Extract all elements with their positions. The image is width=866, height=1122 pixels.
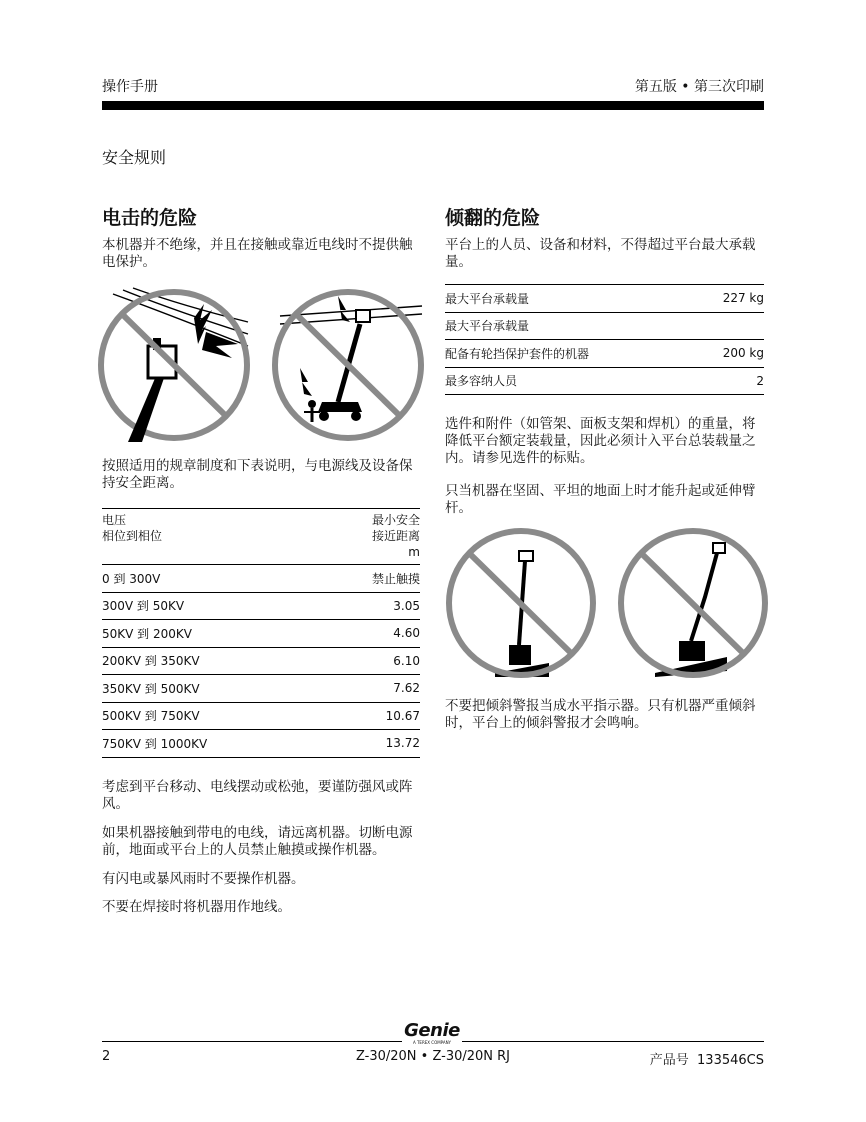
tilted-boom-prohibited-icon xyxy=(445,527,597,679)
min-distance: 10.67 xyxy=(320,702,420,730)
table-row xyxy=(102,730,420,758)
footer-rule-left xyxy=(102,1041,402,1042)
min-distance: 禁止触摸 xyxy=(320,565,420,593)
welding-ground-warning: 不要在焊接时将机器用作地线。 xyxy=(102,899,291,915)
firm-ground-note: 只当机器在坚固、平坦的地面上时才能升起或延伸臂杆。 xyxy=(445,483,756,516)
footer-rule-right xyxy=(462,1041,764,1042)
electrocution-title: 电击的危险 xyxy=(102,207,198,229)
product-number xyxy=(650,1049,764,1068)
model-name: Z-30/20N • Z-30/20N RJ xyxy=(355,1049,511,1064)
voltage-range: 200KV 到 350KV xyxy=(102,647,320,675)
capacity-value xyxy=(693,312,764,340)
table-row xyxy=(445,367,764,395)
voltage-range: 750KV 到 1000KV xyxy=(102,730,320,758)
min-distance: 3.05 xyxy=(320,592,420,620)
slope-boom-prohibited-icon xyxy=(617,527,769,679)
voltage-range: 0 到 300V xyxy=(102,565,320,593)
clearance-table-header xyxy=(102,509,420,565)
header-rule xyxy=(102,101,764,110)
voltage-range: 500KV 到 750KV xyxy=(102,702,320,730)
tip-over-title: 倾翻的危险 xyxy=(445,207,541,229)
table-row xyxy=(102,675,420,703)
logo-tagline: A TEREX COMPANY xyxy=(412,1040,452,1045)
voltage-range: 50KV 到 200KV xyxy=(102,620,320,648)
table-row xyxy=(102,592,420,620)
product-number-value: 133546CS xyxy=(697,1053,764,1068)
table-row xyxy=(102,620,420,648)
voltage-range: 350KV 到 500KV xyxy=(102,675,320,703)
tilt-alarm-note: 不要把倾斜警报当成水平指示器。只有机器严重倾斜时，平台上的倾斜警报才会鸣响。 xyxy=(445,698,756,731)
table-row xyxy=(445,285,764,313)
distance-header-2: 接近距离 xyxy=(371,529,420,543)
capacity-label: 配备有轮挡保护套件的机器 xyxy=(445,340,693,368)
voltage-header: 电压 xyxy=(102,513,127,527)
table-row xyxy=(102,702,420,730)
power-line-contact-prohibited-icon xyxy=(98,286,250,442)
min-distance: 13.72 xyxy=(320,730,420,758)
voltage-range: 300V 到 50KV xyxy=(102,592,320,620)
table-row xyxy=(445,312,764,340)
product-number-label: 产品号 xyxy=(649,1053,689,1068)
options-weight-note: 选件和附件（如管架、面板支架和焊机）的重量，将降低平台额定装载量，因此必须计入平台总装载量之内。请参见选件的标贴。 xyxy=(445,416,756,466)
page-number: 2 xyxy=(102,1049,111,1064)
table-row xyxy=(445,340,764,368)
distance-unit: m xyxy=(408,545,420,559)
capacity-value: 200 kg xyxy=(693,340,764,368)
genie-logo xyxy=(404,1022,460,1045)
logo-text: Genie xyxy=(404,1020,460,1041)
arc-flash-prohibited-icon xyxy=(272,286,424,442)
capacity-label: 最多容纳人员 xyxy=(445,367,693,395)
phase-header: 相位到相位 xyxy=(102,529,163,543)
min-distance: 7.62 xyxy=(320,675,420,703)
capacity-value: 2 xyxy=(693,367,764,395)
wind-warning: 考虑到平台移动、电线摆动或松弛，要谨防强风或阵风。 xyxy=(102,779,413,812)
distance-header-1: 最小安全 xyxy=(371,513,420,527)
table-row xyxy=(102,565,420,593)
tip-over-intro: 平台上的人员、设备和材料，不得超过平台最大承载量。 xyxy=(445,237,756,270)
lightning-warning: 有闪电或暴风雨时不要操作机器。 xyxy=(102,871,305,887)
clearance-intro: 按照适用的规章制度和下表说明，与电源线及设备保持安全距离。 xyxy=(102,458,413,491)
capacity-table xyxy=(445,284,764,395)
min-distance: 4.60 xyxy=(320,620,420,648)
table-row xyxy=(102,647,420,675)
capacity-value: 227 kg xyxy=(693,285,764,313)
clearance-table xyxy=(102,508,420,758)
contact-warning: 如果机器接触到带电的电线，请远离机器。切断电源前，地面或平台上的人员禁止触摸或操作机器。 xyxy=(102,825,413,858)
section-title: 安全规则 xyxy=(102,148,167,167)
header-edition: 第五版 • 第三次印刷 xyxy=(634,79,764,95)
capacity-label: 最大平台承载量 xyxy=(445,285,693,313)
header-manual-title: 操作手册 xyxy=(102,79,158,95)
capacity-label: 最大平台承载量 xyxy=(445,312,693,340)
min-distance: 6.10 xyxy=(320,647,420,675)
electrocution-intro: 本机器并不绝缘，并且在接触或靠近电线时不提供触电保护。 xyxy=(102,237,413,270)
